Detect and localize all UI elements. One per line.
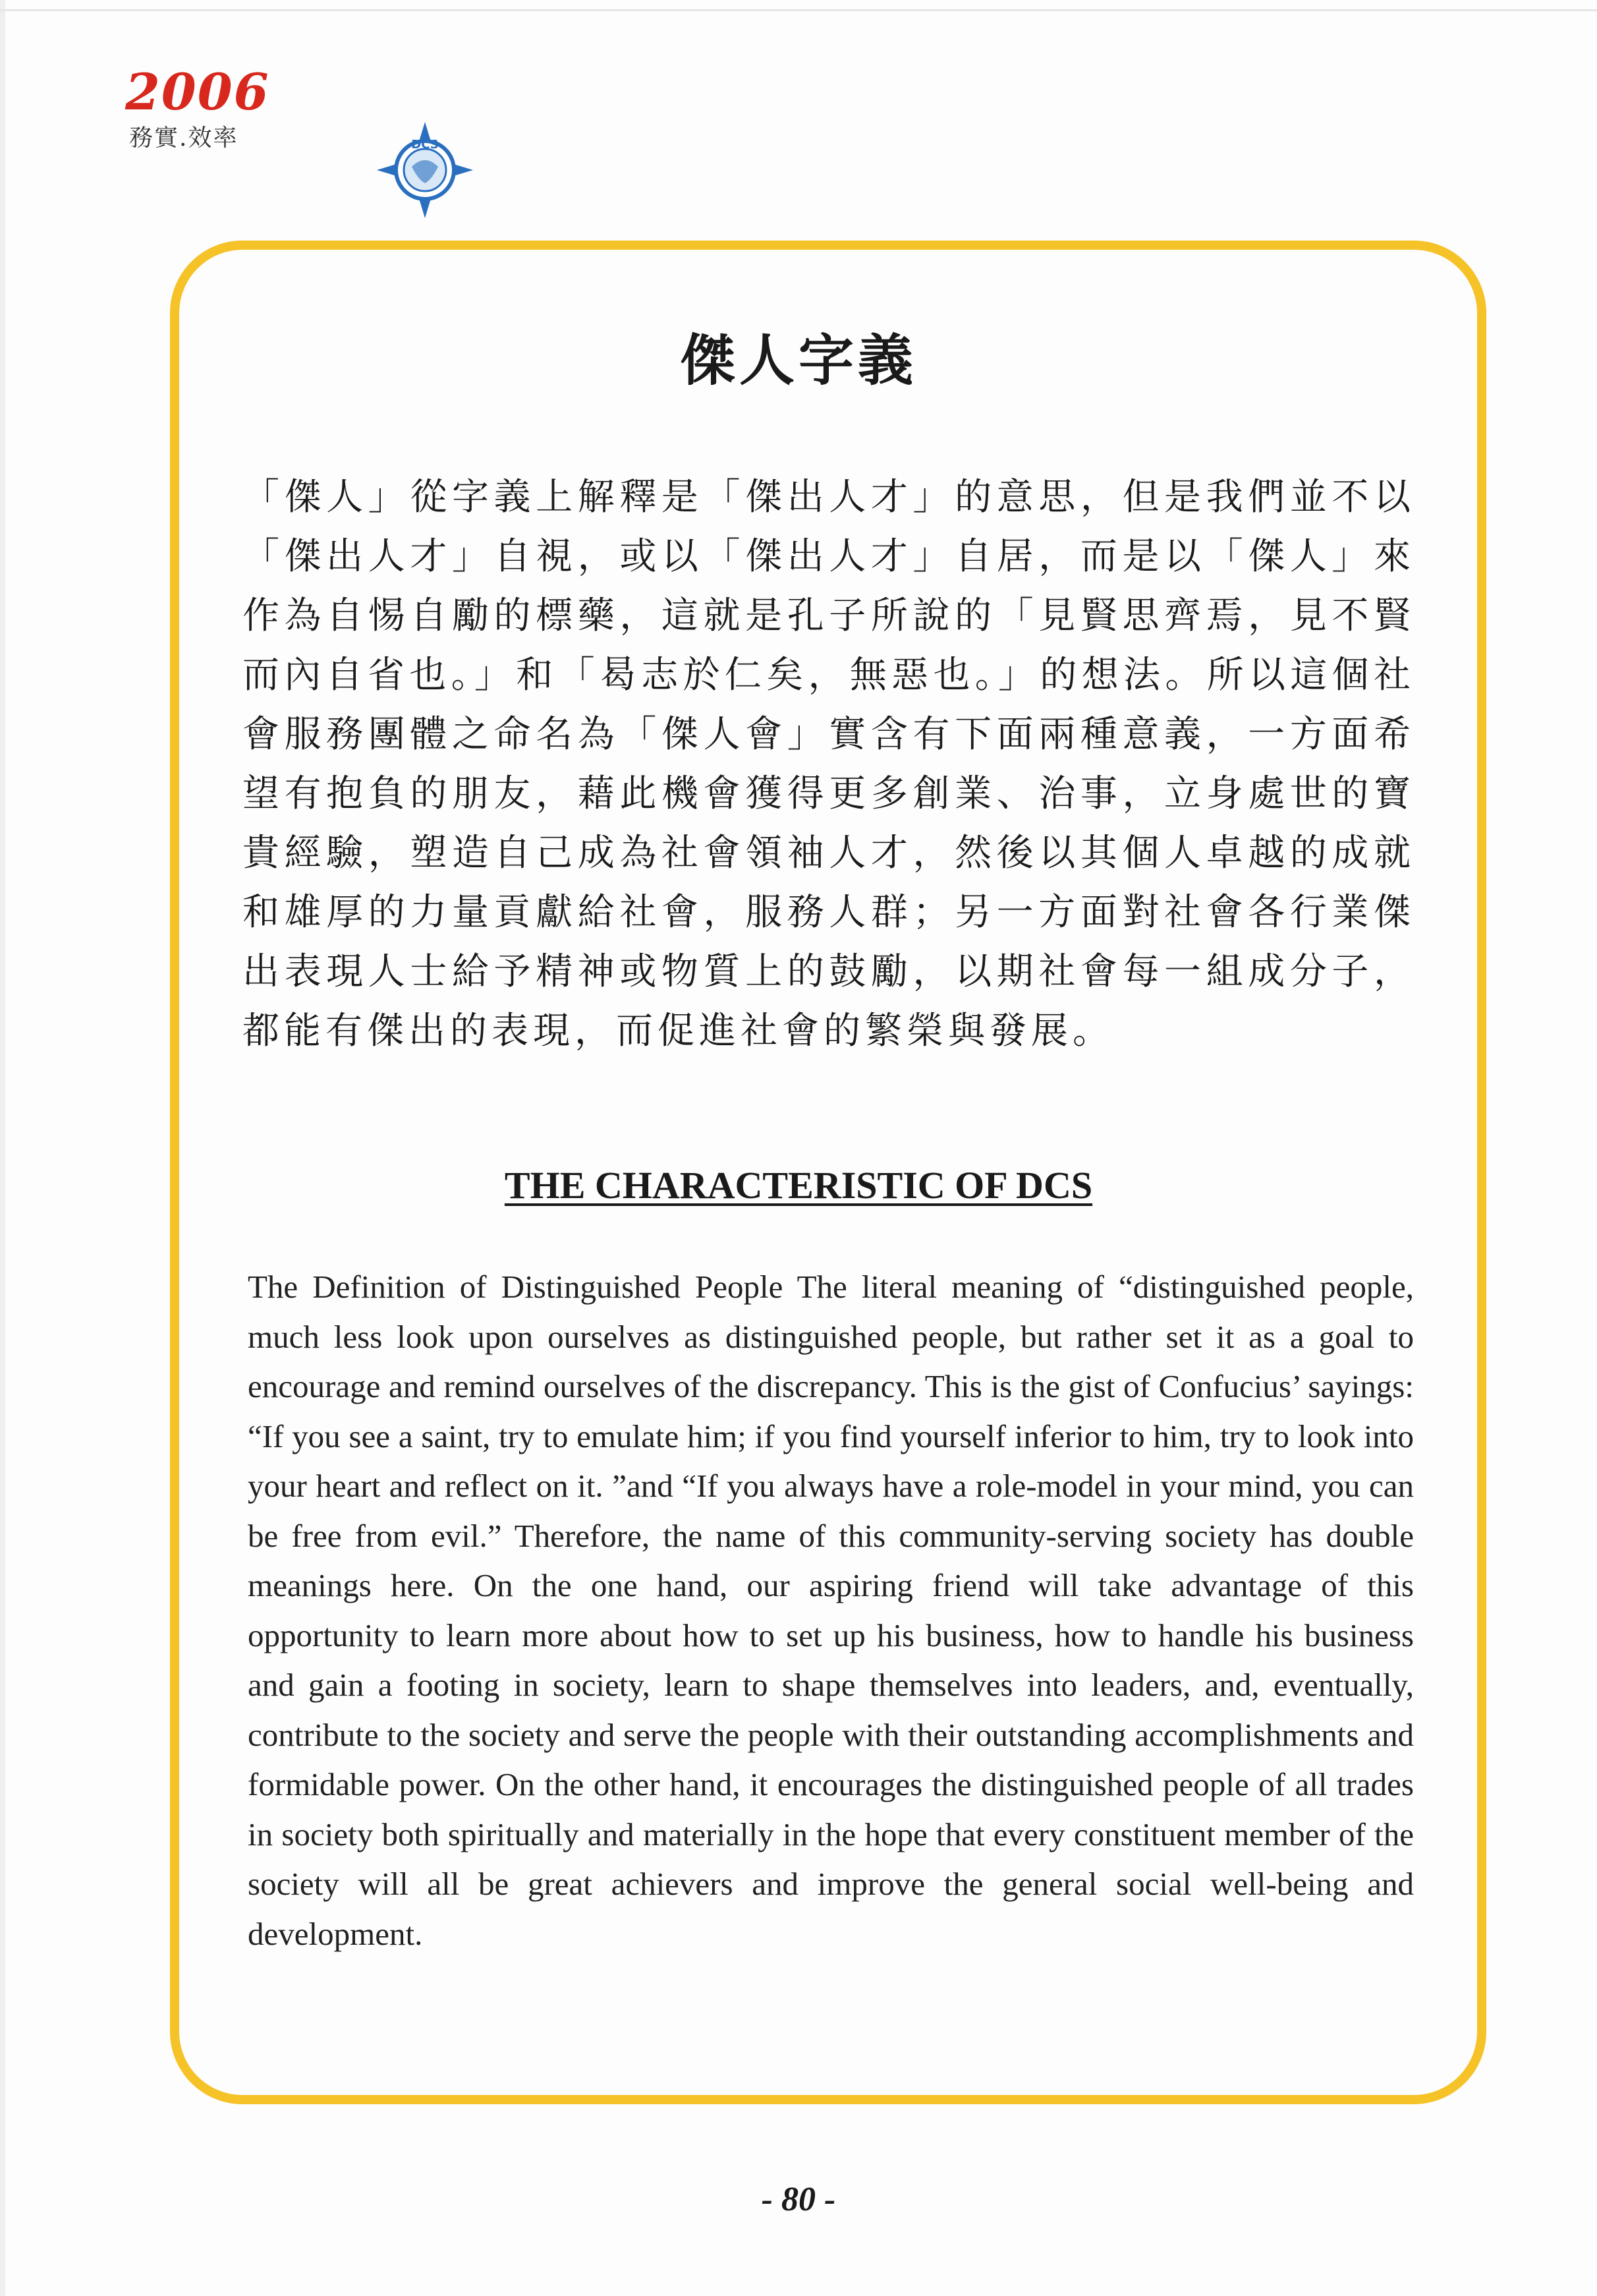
english-heading: THE CHARACTERISTIC OF DCS (504, 1164, 1093, 1207)
english-body: The Definition of Distinguished People The literal meaning of “distinguished people, much less look upon ourselves as distinguished people, but rather set it as a goal to encourage and remind ourselves of the discrepancy. This is the gist of Confucius’ sayings: “If you see a saint, try to emulate him; if you find yourself inferior to him, try to look into your heart and reflect on it. ”and “If you always have a role-model in your mind, you can be free from evil.” Therefore, the name of this community-serving society has double meanings here. On the one hand, our aspiring friend will take advantage of this opportunity to learn more about how to set up his business, how to handle his business and gain a footing in society, learn to shape themselves into leaders, and, eventually, contribute to the society and serve the people with their outstanding accomplishments and formidable power. On the other hand, it encourages the distinguished people of all trades in society both spiritually and materially in the hope that every constituent member of the society will all be great achievers and improve the general social well-being and development. (248, 1269, 1414, 1952)
year-label: 2006 (125, 63, 270, 121)
emblem-text: DCS (411, 138, 439, 152)
top-rule (0, 9, 1597, 11)
chinese-body: 「傑人」從字義上解釋是「傑出人才」的意思，但是我們並不以「傑出人才」自視，或以「傑出人才」自居，而是以「傑人」來作為自惕自勵的標藥，這就是孔子所說的「見賢思齊焉，見不賢而內自省也。」和「曷志於仁矣，無惡也。」的想法。所以這個社會服務團體之命名為「傑人會」實含有下面兩種意義，一方面希望有抱負的朋友，藉此機會獲得更多創業、治事，立身處世的寶貴經驗，塑造自己成為社會領袖人才，然後以其個人卓越的成就和雄厚的力量貢獻給社會，服務人群；另一方面對社會各行業傑出表現人士給予精神或物質上的鼓勵，以期社會每一組成分子，都能有傑出的表現，而促進社會的繁榮與發展。 (242, 476, 1415, 1052)
chinese-title: 傑人字義 (679, 328, 917, 393)
dcs-emblem-icon (376, 121, 474, 219)
slogan-label: 務實.效率 (129, 125, 238, 152)
header-logo (125, 63, 439, 161)
page-number: - 80 - (761, 2181, 836, 2218)
